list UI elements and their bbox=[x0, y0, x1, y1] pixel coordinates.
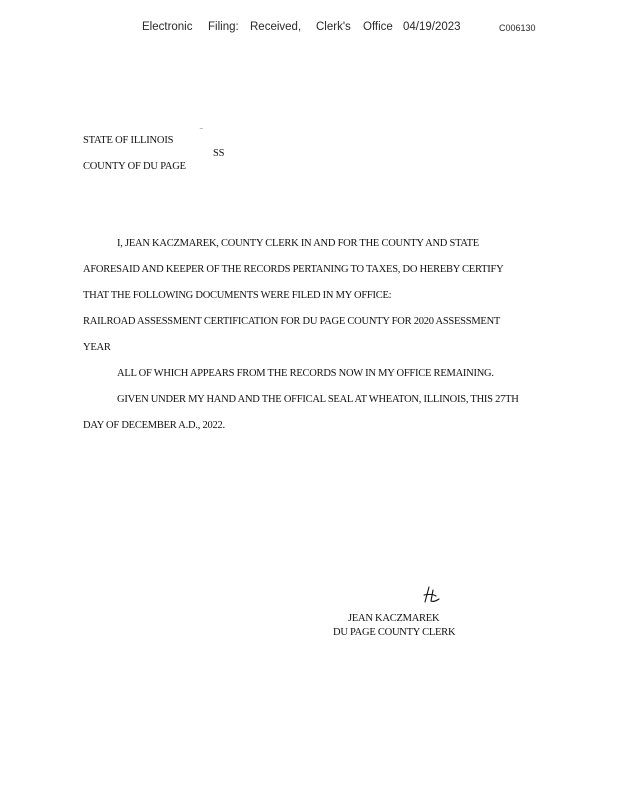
caption-state: STATE OF ILLINOIS bbox=[83, 135, 174, 146]
certification-paragraph bbox=[83, 231, 528, 439]
stamp-word-office: Office bbox=[363, 21, 393, 33]
stamp-word-electronic: Electronic bbox=[142, 21, 193, 33]
certification-statement: I, JEAN KACZMAREK, COUNTY CLERK IN AND FOR THE COUNTY AND STATE AFORESAID AND KEEPER OF THE RECORDS PERTANING TO TAXES, DO HEREBY CERTIFY THAT THE FOLLOWING DOCUMENTS WERE FILED IN MY OFFICE: bbox=[83, 238, 504, 301]
certified-document-title: RAILROAD ASSESSMENT CERTIFICATION FOR DU PAGE COUNTY FOR 2020 ASSESSMENT YEAR bbox=[83, 316, 500, 353]
document-id: C006130 bbox=[499, 23, 536, 33]
caption-county: COUNTY OF DU PAGE bbox=[83, 161, 186, 172]
stamp-word-filing: Filing: bbox=[208, 21, 239, 33]
stamp-word-received: Received, bbox=[250, 21, 302, 33]
electronic-filing-stamp bbox=[0, 21, 618, 37]
bracket-mark: ‾ bbox=[200, 128, 203, 137]
given-under-hand-statement: GIVEN UNDER MY HAND AND THE OFFICAL SEAL AT WHEATON, ILLINOIS, THIS 27TH DAY OF DECEMBER A.D., 2022. bbox=[83, 394, 519, 431]
signer-title: DU PAGE COUNTY CLERK bbox=[333, 627, 456, 638]
records-statement: ALL OF WHICH APPEARS FROM THE RECORDS NOW IN MY OFFICE REMAINING. bbox=[117, 368, 494, 379]
filing-date: 04/19/2023 bbox=[403, 21, 461, 33]
handwritten-signature-mark bbox=[420, 584, 444, 604]
caption-ss: SS bbox=[213, 148, 225, 159]
signer-name: JEAN KACZMAREK bbox=[348, 613, 440, 624]
stamp-word-clerks: Clerk's bbox=[316, 21, 351, 33]
